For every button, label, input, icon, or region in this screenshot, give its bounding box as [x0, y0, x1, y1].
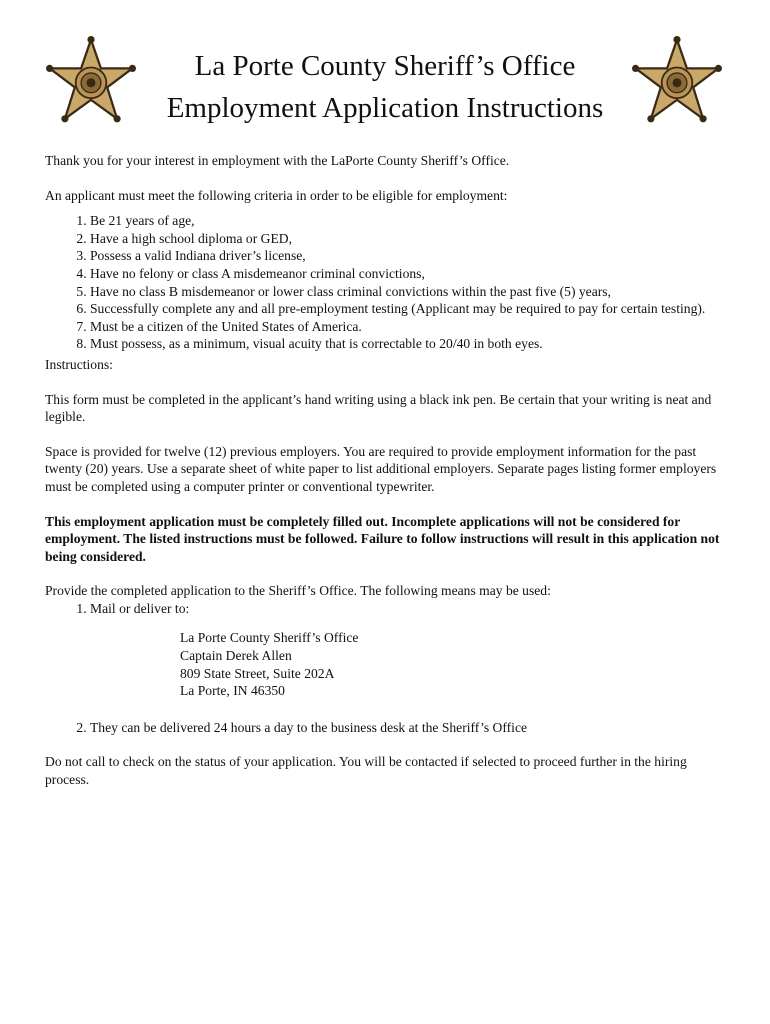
means-item-label: Mail or deliver to:	[90, 600, 190, 616]
completion-warning: This employment application must be completely filled out. Incomplete applications will not be considered for employment. The listed instructions must be followed. Failure to follow instructions will result in this application not being considered.	[45, 513, 720, 564]
criteria-intro: An applicant must meet the following criteria in order to be eligible for employment:	[45, 187, 508, 203]
criteria-item: 2. Have a high school diploma or GED,	[90, 230, 730, 248]
submission-intro: Provide the completed application to the Sheriff’s Office. The following means may be used:	[45, 583, 551, 599]
criteria-list	[45, 212, 730, 353]
address-line: La Porte County Sheriff’s Office	[180, 630, 359, 646]
criteria-item: 1. Be 21 years of age,	[90, 212, 730, 230]
mailing-address	[180, 629, 730, 699]
criteria-item: 4. Have no felony or class A misdemeanor criminal convictions,	[90, 265, 730, 283]
page-title-line2: Employment Application Instructions	[166, 92, 604, 124]
thank-you-text: Thank you for your interest in employment with the LaPorte County Sheriff’s Office.	[45, 153, 510, 168]
closing-note: Do not call to check on the status of your application. You will be contacted if selected to proceed further in the hiring process.	[45, 754, 687, 788]
criteria-item: 8. Must possess, as a minimum, visual acuity that is correctable to 20/40 in both eyes.	[90, 335, 730, 353]
page-title-line1: La Porte County Sheriff’s Office	[194, 50, 576, 82]
address-line: Captain Derek Allen	[180, 648, 292, 664]
submission-means-list	[45, 600, 730, 737]
handwriting-instruction: This form must be completed in the applicant’s hand writing using a black ink pen. Be certain that your writing is neat and legible.	[45, 391, 712, 425]
means-item	[90, 600, 730, 700]
instructions-heading: Instructions:	[45, 356, 113, 372]
criteria-item: 5. Have no class B misdemeanor or lower class criminal convictions within the past five (5) years,	[90, 283, 730, 301]
employers-instruction: Space is provided for twelve (12) previous employers. You are required to provide employment information for the past twenty (20) years. Use a separate sheet of white paper to list additional employers. Separate pages listing former employers must be completed using a computer printer or conventional typewriter.	[45, 443, 717, 494]
means-item: 2. They can be delivered 24 hours a day to the business desk at the Sheriff’s Office	[90, 719, 730, 737]
criteria-item: 7. Must be a citizen of the United States of America.	[90, 318, 730, 336]
criteria-item: 6. Successfully complete any and all pre-employment testing (Applicant may be required to pay for certain testing).	[90, 300, 730, 318]
address-line: La Porte, IN 46350	[180, 683, 285, 699]
criteria-item: 3. Possess a valid Indiana driver’s license,	[90, 247, 730, 265]
instructions-body	[45, 152, 730, 789]
address-line: 809 State Street, Suite 202A	[180, 665, 335, 681]
